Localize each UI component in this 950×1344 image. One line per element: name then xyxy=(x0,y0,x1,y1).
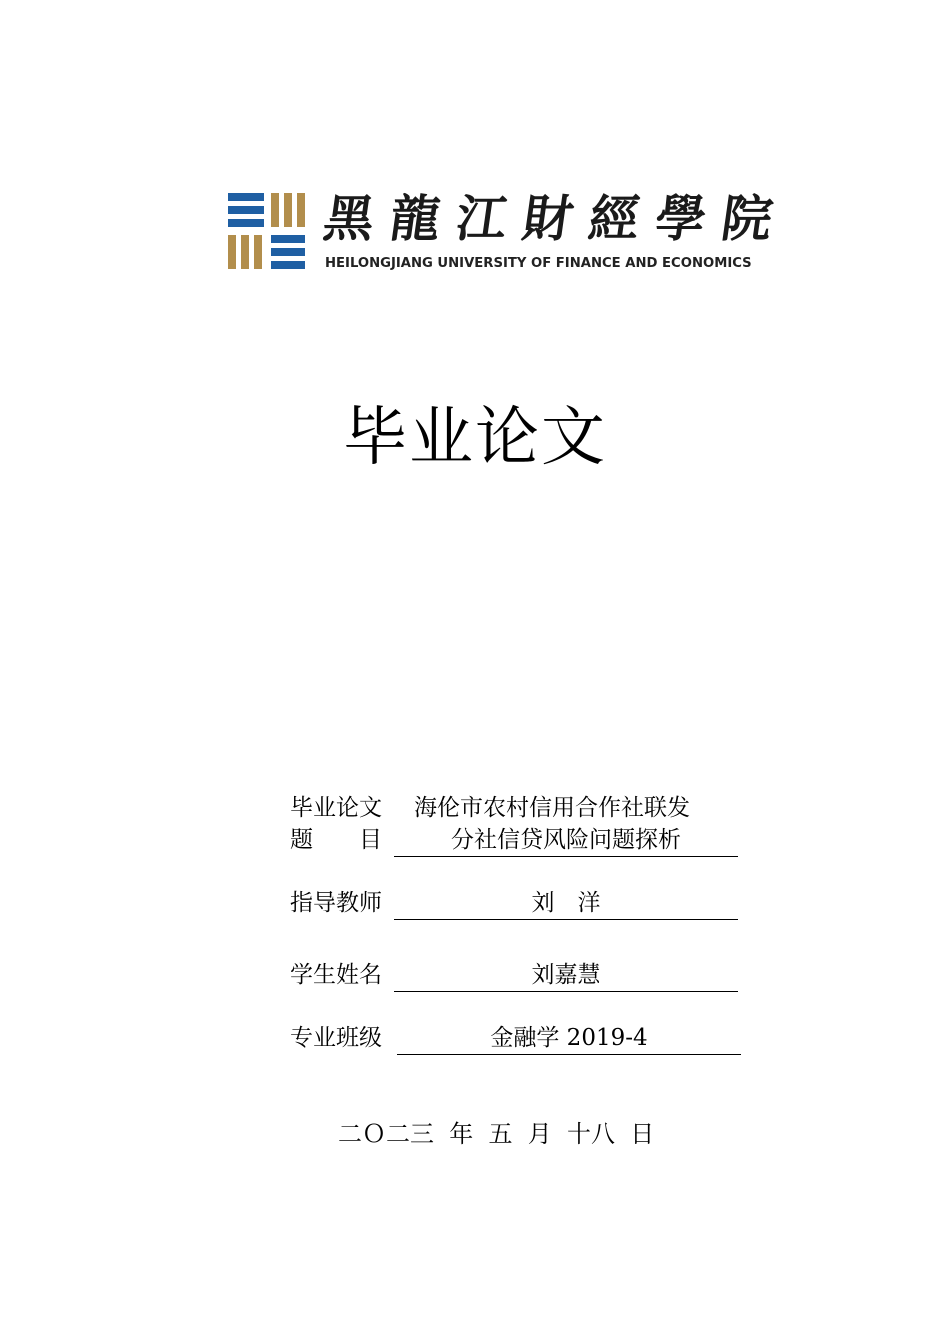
submission-date: 二Ｏ二三 年 五 月 十八 日 xyxy=(338,1120,655,1148)
major-class-label: 专业班级 xyxy=(290,1025,382,1051)
advisor-value: 刘 洋 xyxy=(394,887,738,920)
advisor-label: 指导教师 xyxy=(290,890,382,916)
topic-value-line2: 分社信贷风险问题探析 xyxy=(394,824,738,857)
student-label: 学生姓名 xyxy=(290,962,382,988)
university-name-en: HEILONGJIANG UNIVERSITY OF FINANCE AND ECONOMICS xyxy=(325,256,752,271)
logo-char: 黑 xyxy=(319,189,379,248)
topic-field xyxy=(290,792,740,858)
document-title: 毕业论文 xyxy=(343,401,607,475)
student-value: 刘嘉慧 xyxy=(394,959,738,992)
university-logo xyxy=(228,188,777,274)
logo-char: 學 xyxy=(651,189,710,248)
topic-value-line1: 海伦市农村信用合作社联发 xyxy=(414,795,690,821)
logo-char: 經 xyxy=(585,189,644,248)
logo-char: 龍 xyxy=(386,189,445,248)
logo-char: 江 xyxy=(452,189,511,248)
university-name-cn xyxy=(320,188,777,250)
topic-label-line2: 题 目 xyxy=(290,827,382,853)
logo-char: 財 xyxy=(518,189,578,248)
major-class-field xyxy=(290,1022,742,1056)
topic-label-line1: 毕业论文 xyxy=(290,795,382,821)
logo-char: 院 xyxy=(717,189,777,248)
student-field xyxy=(290,959,740,993)
university-emblem-icon xyxy=(228,191,308,271)
major-class-value: 金融学 2019-4 xyxy=(397,1022,741,1055)
advisor-field xyxy=(290,887,740,921)
